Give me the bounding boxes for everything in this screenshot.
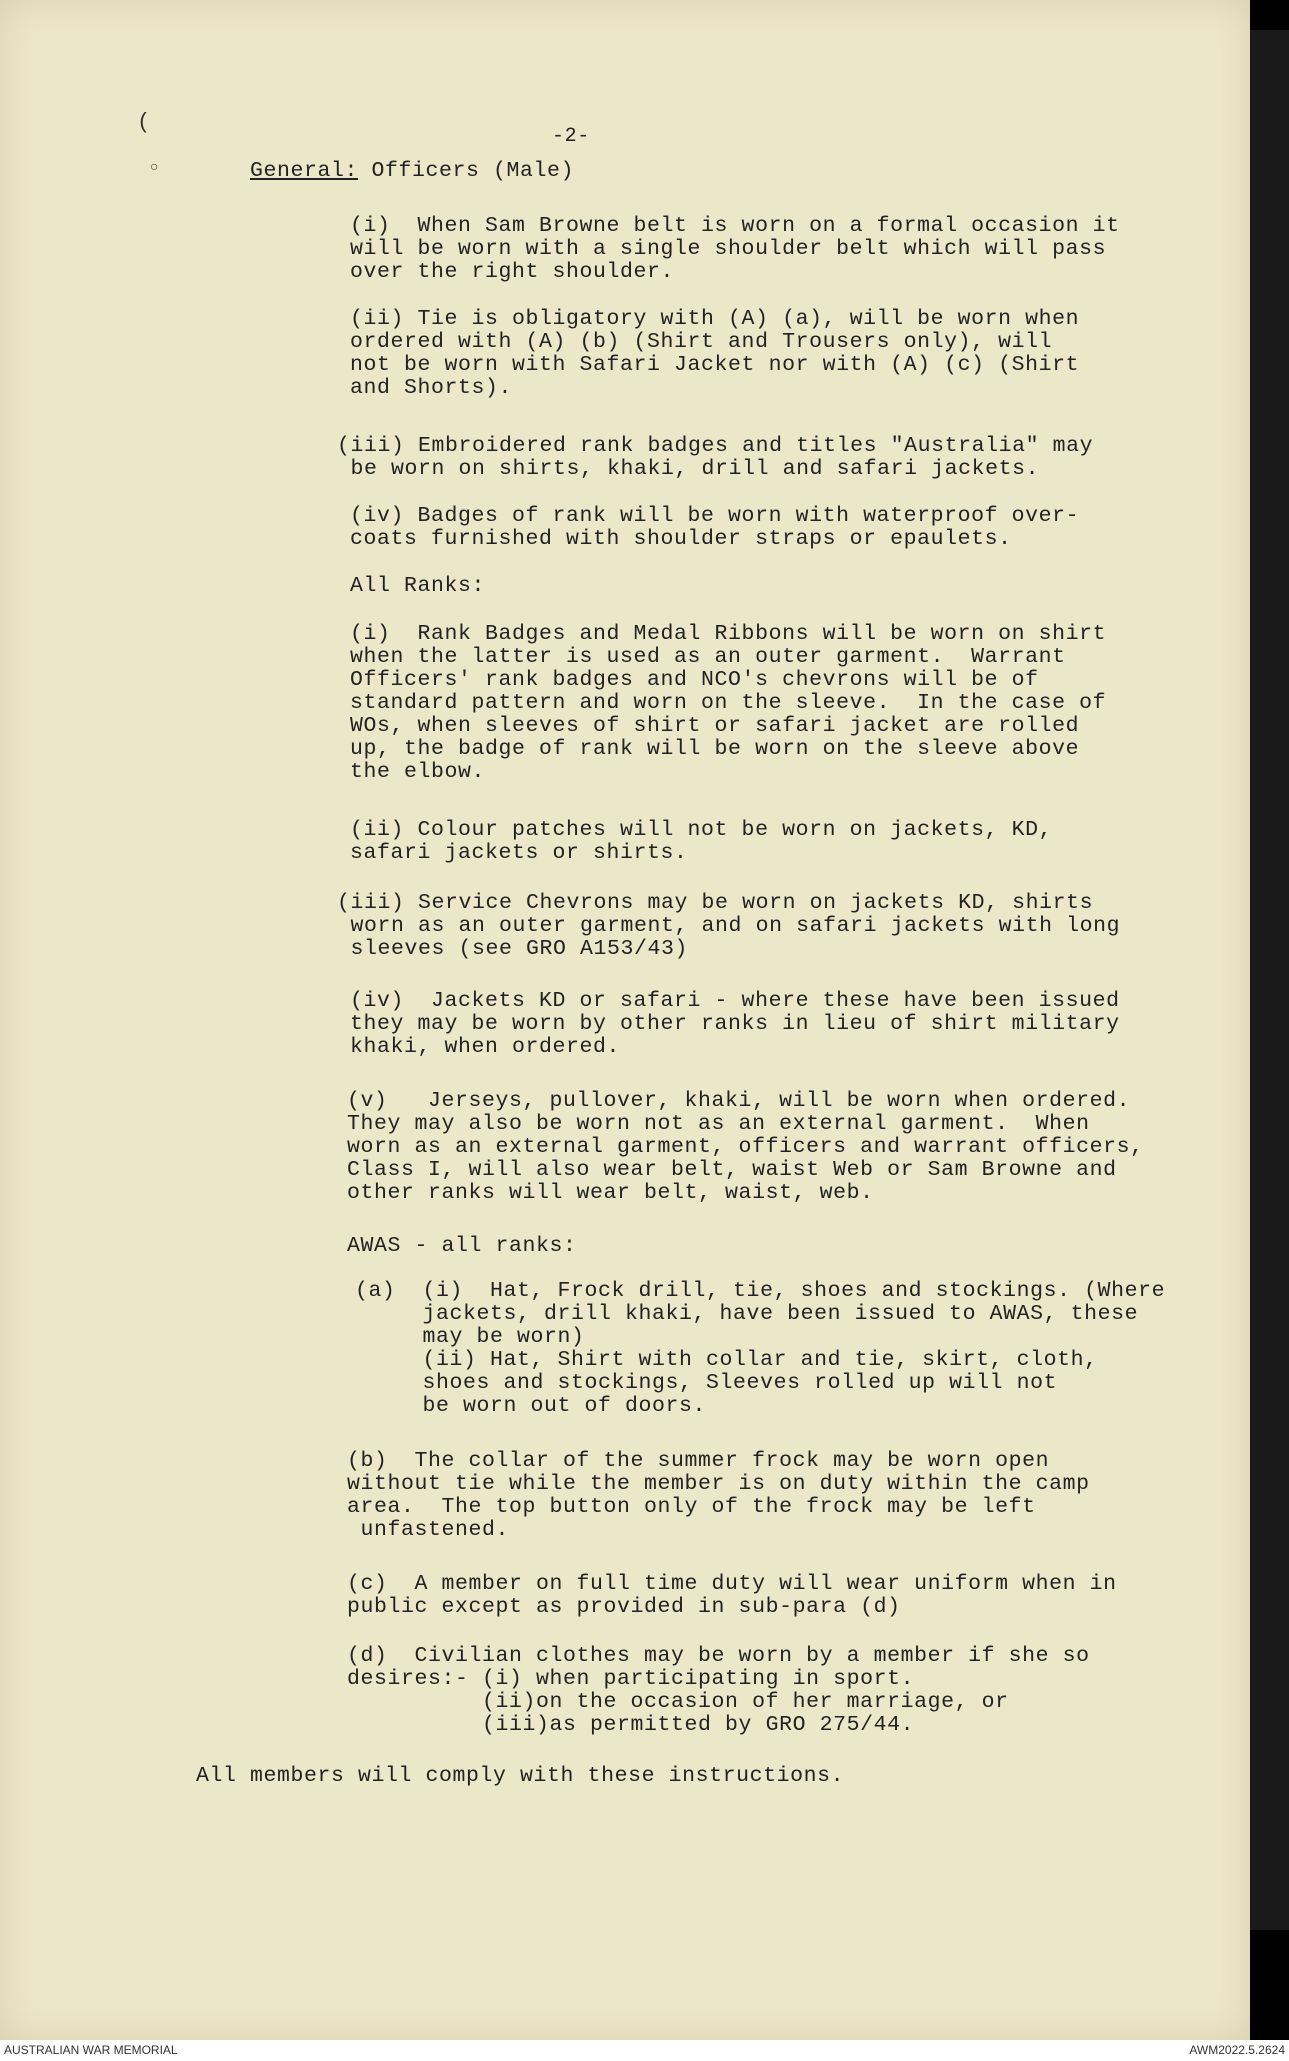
heading-general-rest: Officers (Male) bbox=[358, 159, 575, 183]
background-strip bbox=[1250, 30, 1289, 1930]
footer bbox=[0, 2040, 1289, 2061]
all-ranks-item-v: (v) Jerseys, pullover, khaki, will be worn when ordered. They may also be worn not as an external garment. When worn as an external garment, officers and warrant officers, Class I, will also wear belt, waist Web or Sam Browne and other ranks will wear belt, waist, web. bbox=[347, 1089, 1144, 1205]
awas-item-b: (b) The collar of the summer frock may be worn open without tie while the member is on duty within the camp area. The top button only of the frock may be left unfastened. bbox=[347, 1449, 1090, 1542]
heading-awas: AWAS - all ranks: bbox=[347, 1234, 577, 1258]
all-ranks-item-iv: (iv) Jackets KD or safari - where these have been issued they may be worn by other ranks in lieu of shirt military khaki, when ordered. bbox=[350, 989, 1120, 1059]
officers-item-iii: (iii) Embroidered rank badges and titles "Australia" may be worn on shirts, khaki, drill and safari jackets. bbox=[337, 434, 1094, 481]
awas-item-d: (d) Civilian clothes may be worn by a member if she so desires:- (i) when participating in sport. (ii)on the occasion of her marriage, or (iii)as permitted by GRO 275/44. bbox=[347, 1644, 1090, 1737]
awas-item-c: (c) A member on full time duty will wear uniform when in public except as provided in sub-para (d) bbox=[347, 1572, 1117, 1619]
margin-mark: ( bbox=[137, 110, 151, 135]
footer-accession-number: AWM2022.5.2624 bbox=[1189, 2043, 1285, 2057]
officers-item-i: (i) When Sam Browne belt is worn on a formal occasion it will be worn with a single shoulder belt which will pass over the right shoulder. bbox=[350, 214, 1120, 284]
page-number: -2- bbox=[552, 125, 590, 148]
closing-line: All members will comply with these instructions. bbox=[196, 1764, 845, 1788]
all-ranks-item-i: (i) Rank Badges and Medal Ribbons will be worn on shirt when the latter is used as an outer garment. Warrant Officers' rank badges and NCO's chevrons will be of standard pattern and worn on the sleeve. In the case of WOs, when sleeves of shirt or safari jacket are rolled up, the badge of rank will be worn on the sleeve above the elbow. bbox=[350, 622, 1107, 784]
footer-institution: AUSTRALIAN WAR MEMORIAL bbox=[4, 2043, 178, 2057]
awas-item-a: (a) (i) Hat, Frock drill, tie, shoes and stockings. (Where jackets, drill khaki, have been issued to AWAS, these may be worn) (ii) Hat, Shirt with collar and tie, skirt, cloth, shoes and stockings, Sleeves rolled up will not be worn out of doors. bbox=[355, 1279, 1166, 1418]
heading-general bbox=[250, 160, 574, 183]
margin-mark: ○ bbox=[150, 160, 159, 176]
officers-item-ii: (ii) Tie is obligatory with (A) (a), will be worn when ordered with (A) (b) (Shirt and Trousers only), will not be worn with Safari Jacket nor with (A) (c) (Shirt and Shorts). bbox=[350, 307, 1080, 400]
officers-item-iv: (iv) Badges of rank will be worn with waterproof over- coats furnished with shoulder straps or epaulets. bbox=[350, 504, 1080, 551]
heading-general-label: General: bbox=[250, 159, 359, 183]
heading-all-ranks: All Ranks: bbox=[350, 574, 486, 598]
all-ranks-item-iii: (iii) Service Chevrons may be worn on jackets KD, shirts worn as an outer garment, and on safari jackets with long sleeves (see GRO A153/43) bbox=[337, 891, 1121, 961]
all-ranks-item-ii: (ii) Colour patches will not be worn on jackets, KD, safari jackets or shirts. bbox=[350, 818, 1053, 865]
